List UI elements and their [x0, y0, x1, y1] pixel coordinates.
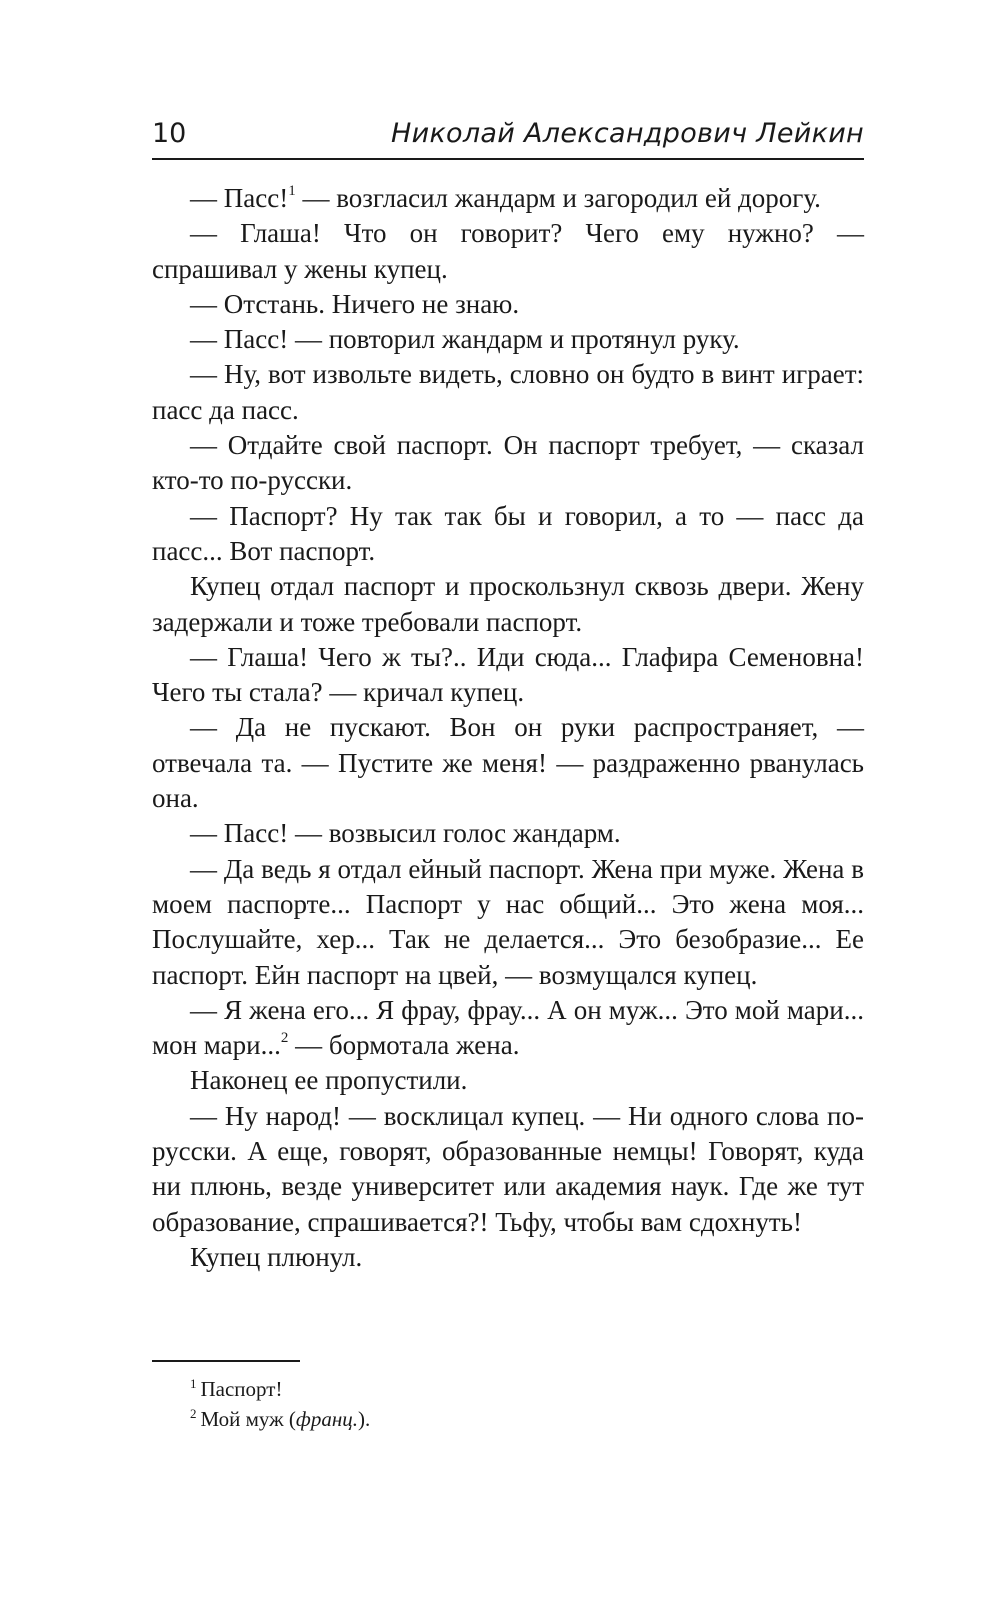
footnote-number: 2 — [190, 1406, 197, 1421]
paragraph: Наконец ее пропустили. — [190, 1065, 468, 1096]
footnote: $^2$ Мой муж (франц.). — [190, 1406, 371, 1431]
paragraph: — Ну, вот извольте видеть, словно он будто в винт играет: пасс да пасс. — [152, 359, 864, 425]
paragraph: — Да ведь я отдал ейный паспорт. Жена при муже. Жена в моем паспорте... Паспорт у нас общий... Это жена моя... Послушайте, хер... Так не делается... Это безобразие... Ее паспорт. Ейн паспорт на цвей, — возмущался купец. — [152, 853, 864, 990]
running-head: Николай Александрович Лейкин — [391, 118, 864, 149]
page-header — [152, 116, 864, 160]
paragraph: — Глаша! Что он говорит? Чего ему нужно? — спрашивал у жены купец. — [152, 218, 864, 284]
footnote-ref: 1 — [288, 183, 296, 199]
book-page — [152, 0, 864, 1616]
paragraph: — Отдайте свой паспорт. Он паспорт требует, — сказал кто-то по-русски. — [152, 430, 864, 496]
paragraph: — Глаша! Чего ж ты?.. Иди сюда... Глафира Семеновна! Чего ты стала? — кричал купец. — [152, 641, 864, 708]
footnote-number: 1 — [190, 1376, 197, 1391]
paragraph: — Пасс!$^1$ — возгласил жандарм и загородил ей дорогу. — [190, 183, 821, 213]
footnote-divider — [152, 1360, 300, 1362]
paragraph: — Ну народ! — восклицал купец. — Ни одного слова по-русски. А еще, говорят, образованные немцы! Говорят, куда ни плюнь, везде университет или академия наук. Где же тут образование, спрашивается?! Тьфу, чтобы вам сдохнуть! — [152, 1100, 864, 1237]
paragraph: — Пасс! — возвысил голос жандарм. — [190, 818, 621, 849]
paragraph: Купец отдал паспорт и проскользнул сквозь двери. Жену задержали и тоже требовали паспорт. — [152, 571, 864, 637]
paragraph: — Паспорт? Ну так так бы и говорил, а то — пасс да пасс... Вот паспорт. — [152, 500, 864, 566]
footnotes — [190, 1374, 864, 1434]
paragraph: Купец плюнул. — [190, 1241, 363, 1272]
paragraph: — Я жена его... Я фрау, фрау... А он муж... Это мой мари... мон мари...$^2$ — бормотала жена. — [152, 994, 864, 1061]
footnote: $^1$ Паспорт! — [190, 1376, 283, 1401]
paragraph: — Да не пускают. Вон он руки распространяет, — отвечала та. — Пустите же меня! — раздраженно рванулась она. — [152, 712, 864, 814]
paragraph: — Отстань. Ничего не знаю. — [190, 288, 520, 319]
body-text — [152, 181, 864, 1275]
page-number: 10 — [152, 118, 187, 149]
footnote-ref: 2 — [280, 1030, 289, 1047]
paragraph: — Пасс! — повторил жандарм и протянул руку. — [190, 324, 740, 355]
